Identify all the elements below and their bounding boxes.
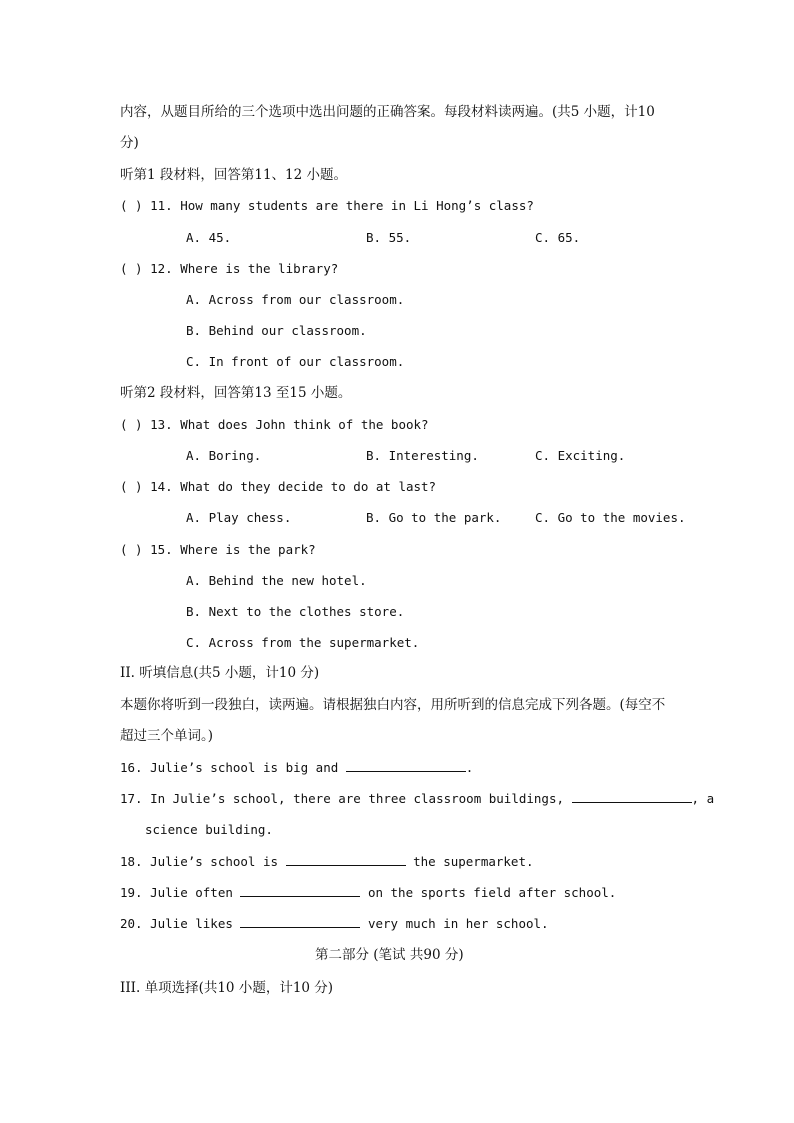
question-12-option-b: B. Behind our classroom.	[186, 323, 367, 338]
part-2-instructions-line-2: 超过三个单词。)	[120, 728, 214, 744]
question-20-blank[interactable]	[240, 915, 360, 928]
question-16-end: .	[465, 760, 474, 775]
question-17-text: 17. In Julie’s school, there are three classroom buildings,	[120, 791, 572, 806]
question-12-stem: ( ) 12. Where is the library?	[120, 261, 339, 276]
question-13-option-c: C. Exciting.	[535, 448, 626, 463]
question-18-end: the supermarket.	[405, 854, 534, 869]
part-2-instructions-line-1: 本题你将听到一段独白，读两遍。请根据独白内容，用所听到的信息完成下列各题。(每空不	[120, 697, 666, 713]
question-18-blank[interactable]	[286, 853, 406, 866]
part-heading: 第二部分 (笔试 共90 分)	[315, 947, 464, 963]
question-16-text: 16. Julie’s school is big and	[120, 760, 346, 775]
question-11-option-a: A. 45.	[186, 230, 232, 245]
section-2-header: 听第2 段材料，回答第13 至15 小题。	[120, 385, 352, 401]
section-1-header: 听第1 段材料，回答第11、12 小题。	[120, 167, 348, 183]
question-12-option-a: A. Across from our classroom.	[186, 292, 405, 307]
question-12-option-c: C. In front of our classroom.	[186, 354, 405, 369]
question-19-text: 19. Julie often	[120, 885, 241, 900]
question-19-blank[interactable]	[240, 884, 360, 897]
question-14-option-a: A. Play chess.	[186, 510, 292, 525]
question-19-end: on the sports field after school.	[360, 885, 617, 900]
intro-line-2: 分)	[120, 135, 139, 151]
question-20-text: 20. Julie likes	[120, 916, 241, 931]
question-11-stem: ( ) 11. How many students are there in Li Hong’s class?	[120, 198, 534, 213]
part-3-title: III. 单项选择(共10 小题，计10 分)	[120, 980, 334, 996]
question-11-option-b: B. 55.	[366, 230, 412, 245]
question-17	[120, 790, 714, 808]
question-15-option-b: B. Next to the clothes store.	[186, 604, 405, 619]
question-14-option-b: B. Go to the park.	[366, 510, 502, 525]
question-17-continuation: science building.	[145, 822, 273, 837]
question-17-end: , a	[691, 791, 715, 806]
question-16	[120, 759, 473, 777]
question-15-stem: ( ) 15. Where is the park?	[120, 542, 316, 557]
question-15-option-a: A. Behind the new hotel.	[186, 573, 367, 588]
question-20	[120, 915, 549, 933]
question-19	[120, 884, 616, 902]
question-15-option-c: C. Across from the supermarket.	[186, 635, 420, 650]
question-11-option-c: C. 65.	[535, 230, 581, 245]
question-18-text: 18. Julie’s school is	[120, 854, 286, 869]
question-17-blank[interactable]	[572, 790, 692, 803]
question-14-stem: ( ) 14. What do they decide to do at last?	[120, 479, 437, 494]
question-13-option-a: A. Boring.	[186, 448, 262, 463]
intro-line-1: 内容，从题目所给的三个选项中选出问题的正确答案。每段材料读两遍。(共5 小题，计10	[120, 104, 655, 120]
part-2-title: II. 听填信息(共5 小题，计10 分)	[120, 665, 320, 681]
question-18	[120, 853, 534, 871]
question-16-blank[interactable]	[346, 759, 466, 772]
question-13-option-b: B. Interesting.	[366, 448, 479, 463]
question-13-stem: ( ) 13. What does John think of the book?	[120, 417, 429, 432]
question-14-option-c: C. Go to the movies.	[535, 510, 686, 525]
question-20-end: very much in her school.	[360, 916, 549, 931]
